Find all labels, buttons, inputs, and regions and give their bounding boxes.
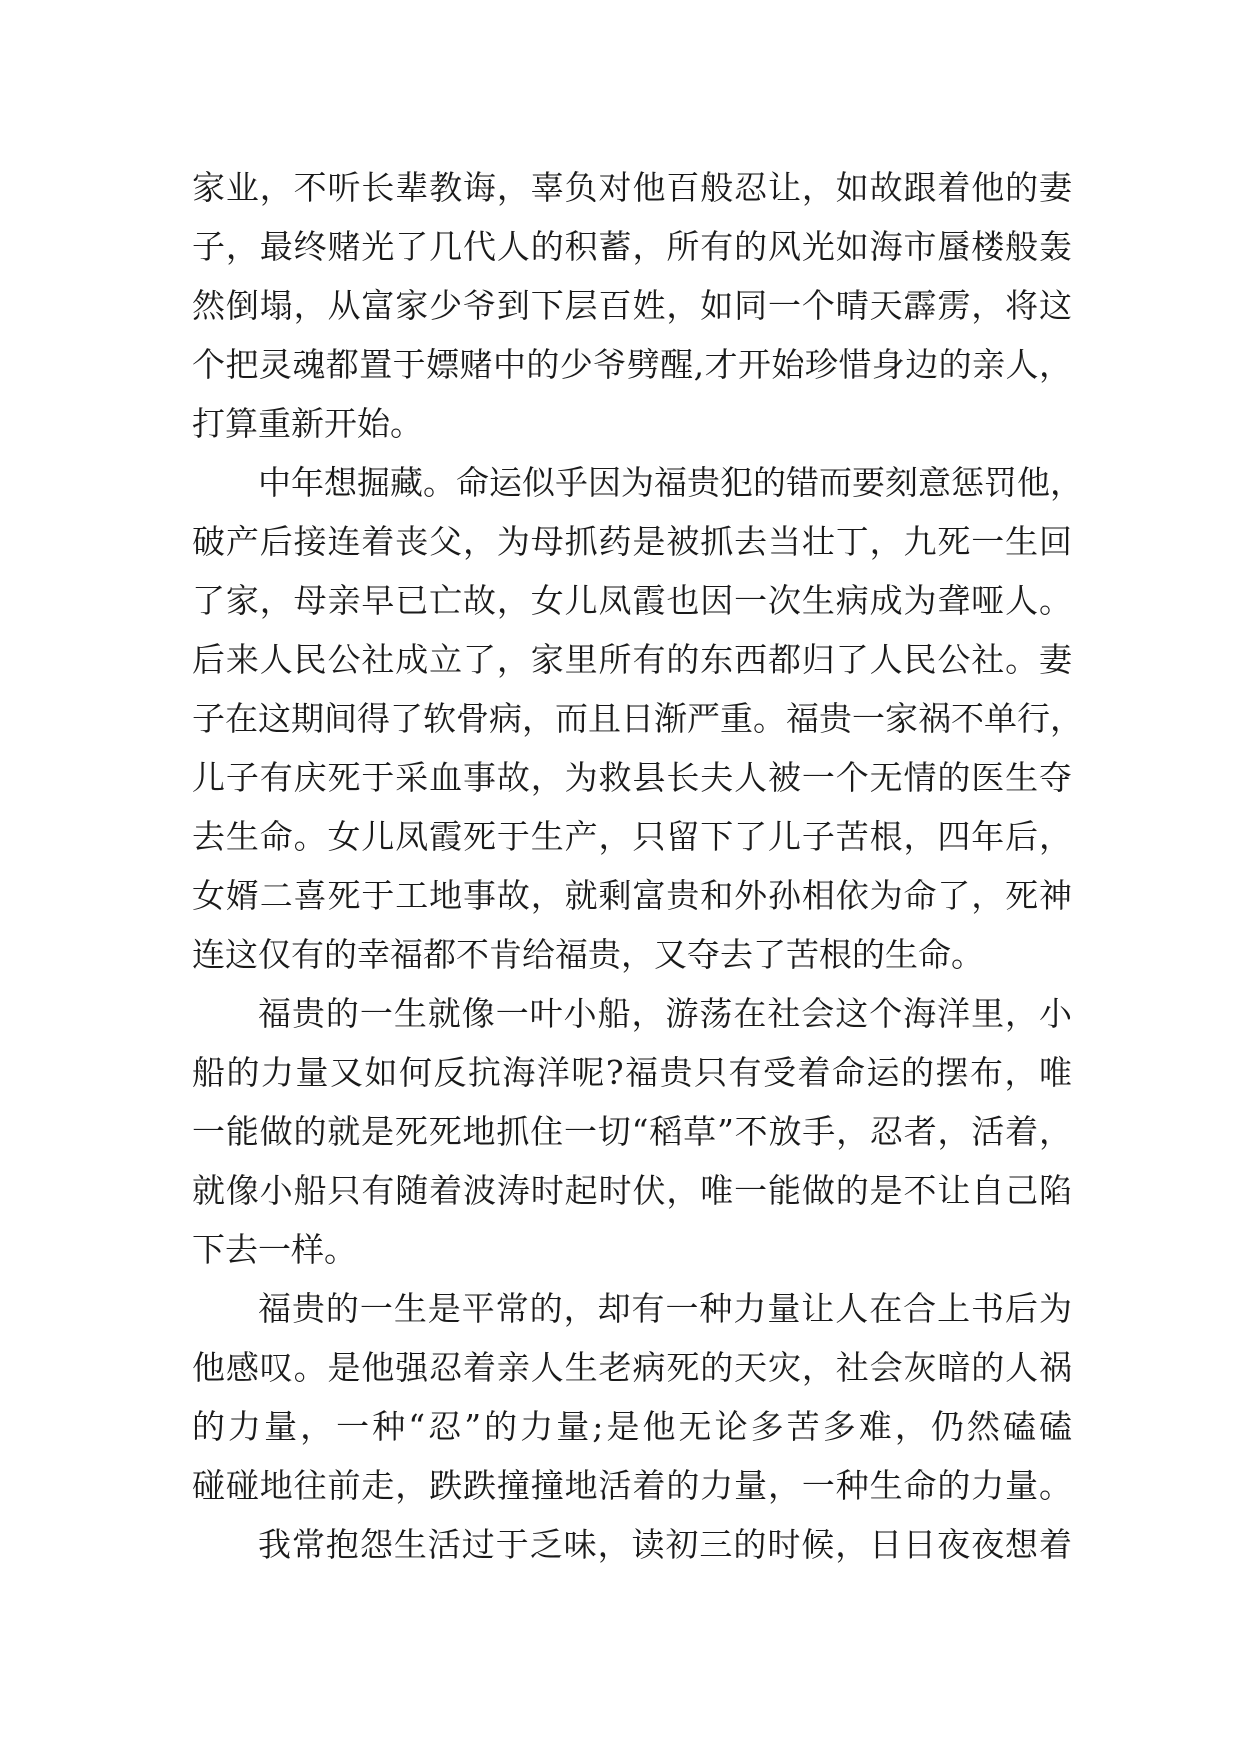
text-line: 就像小船只有随着波涛时起时伏，唯一能做的是不让自己陷 bbox=[192, 1171, 1072, 1210]
text-line: 的力量，一种“忍”的力量;是他无论多苦多难，仍然磕磕 bbox=[192, 1407, 1072, 1446]
text-line: 福贵的一生是平常的，却有一种力量让人在合上书后为 bbox=[258, 1289, 1072, 1328]
text-line: 女婿二喜死于工地事故，就剩富贵和外孙相依为命了，死神 bbox=[192, 876, 1072, 915]
text-line: 子，最终赌光了几代人的积蓄，所有的风光如海市蜃楼般轰 bbox=[192, 227, 1072, 266]
text-line: 个把灵魂都置于嫖赌中的少爷劈醒,才开始珍惜身边的亲人， bbox=[192, 345, 1072, 384]
text-line: 然倒塌，从富家少爷到下层百姓，如同一个晴天霹雳，将这 bbox=[192, 286, 1072, 325]
text-line: 中年想掘藏。命运似乎因为福贵犯的错而要刻意惩罚他， bbox=[258, 463, 1083, 502]
text-line: 子在这期间得了软骨病，而且日渐严重。福贵一家祸不单行， bbox=[192, 699, 1083, 738]
text-line: 他感叹。是他强忍着亲人生老病死的天灾，社会灰暗的人祸 bbox=[192, 1348, 1072, 1387]
text-line: 下去一样。 bbox=[192, 1230, 357, 1269]
text-line: 一能做的就是死死地抓住一切“稻草”不放手，忍者，活着， bbox=[192, 1112, 1072, 1151]
text-line: 船的力量又如何反抗海洋呢?福贵只有受着命运的摆布，唯 bbox=[192, 1053, 1072, 1092]
text-line: 打算重新开始。 bbox=[192, 404, 423, 443]
text-line: 连这仅有的幸福都不肯给福贵，又夺去了苦根的生命。 bbox=[192, 935, 984, 974]
text-line: 家业，不听长辈教诲，辜负对他百般忍让，如故跟着他的妻 bbox=[192, 168, 1072, 207]
text-line: 了家，母亲早已亡故，女儿凤霞也因一次生病成为聋哑人。 bbox=[192, 581, 1072, 620]
text-line: 儿子有庆死于采血事故，为救县长夫人被一个无情的医生夺 bbox=[192, 758, 1072, 797]
document-body bbox=[192, 158, 1083, 1574]
text-line: 福贵的一生就像一叶小船，游荡在社会这个海洋里，小 bbox=[258, 994, 1072, 1033]
text-line: 碰碰地往前走，跌跌撞撞地活着的力量，一种生命的力量。 bbox=[192, 1466, 1072, 1505]
text-line: 后来人民公社成立了，家里所有的东西都归了人民公社。妻 bbox=[192, 640, 1072, 679]
text-line: 破产后接连着丧父，为母抓药是被抓去当壮丁，九死一生回 bbox=[192, 522, 1072, 561]
text-line: 去生命。女儿凤霞死于生产，只留下了儿子苦根，四年后， bbox=[192, 817, 1072, 856]
text-line: 我常抱怨生活过于乏味，读初三的时候，日日夜夜想着 bbox=[258, 1525, 1072, 1564]
